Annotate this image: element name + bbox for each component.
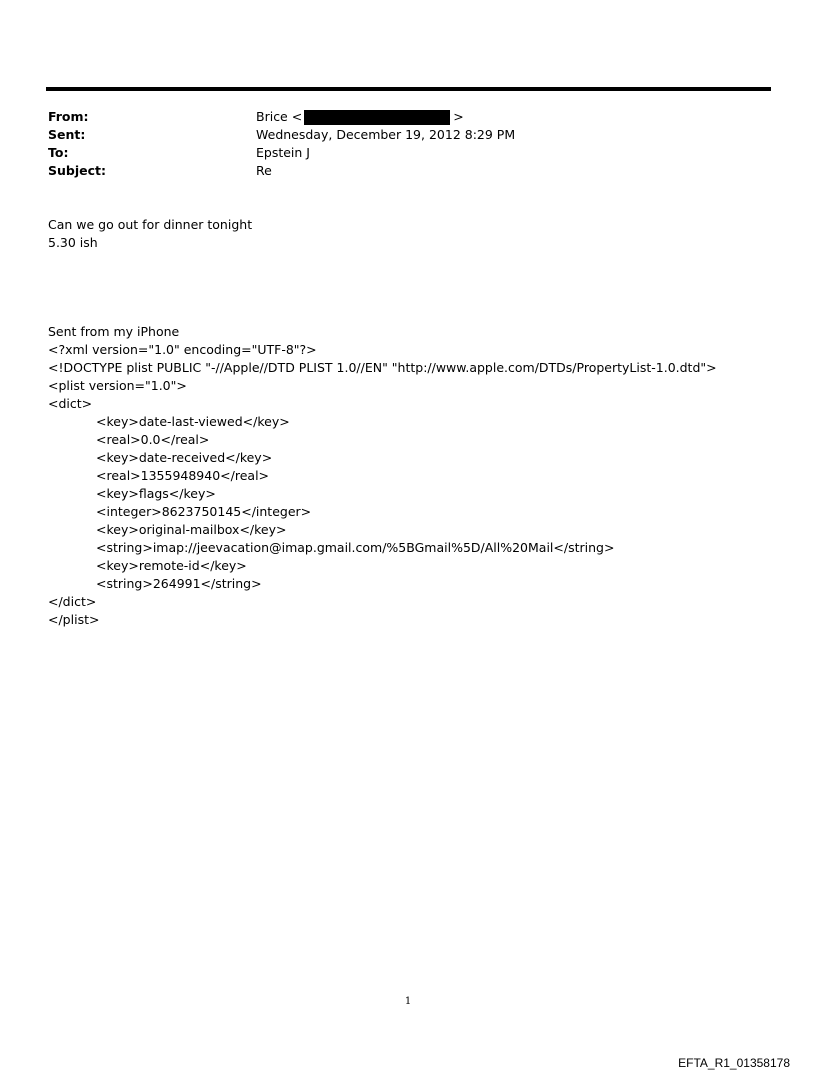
from-row xyxy=(48,108,768,126)
plist-entry: <string>imap://jeevacation@imap.gmail.com/%5BGmail%5D/All%20Mail</string> xyxy=(96,540,615,555)
plist-entry: <key>flags</key> xyxy=(96,486,216,501)
plist-close-tag: </plist> xyxy=(48,612,100,627)
plist-entry: <string>264991</string> xyxy=(96,576,262,591)
from-label: From: xyxy=(48,109,89,124)
document-id: EFTA_R1_01358178 xyxy=(678,1056,790,1070)
subject-value: Re xyxy=(256,163,272,178)
plist-entry: <key>date-received</key> xyxy=(96,450,273,465)
plist-entry: <key>original-mailbox</key> xyxy=(96,522,287,537)
redaction-block xyxy=(304,110,450,125)
xml-declaration: <?xml version="1.0" encoding="UTF-8"?> xyxy=(48,342,317,357)
signature-line: Sent from my iPhone xyxy=(48,324,180,339)
from-value xyxy=(256,108,464,126)
dict-close-tag: </dict> xyxy=(48,594,97,609)
subject-label: Subject: xyxy=(48,163,106,178)
to-value: Epstein J xyxy=(256,145,310,160)
from-close-bracket: > xyxy=(453,109,464,124)
plist-entry: <real>0.0</real> xyxy=(96,432,210,447)
plist-entry: <key>remote-id</key> xyxy=(96,558,247,573)
message-body xyxy=(48,216,252,252)
sent-label: Sent: xyxy=(48,127,86,142)
to-row xyxy=(48,144,768,162)
signature-and-plist xyxy=(48,323,788,629)
doctype-line: <!DOCTYPE plist PUBLIC "-//Apple//DTD PLIST 1.0//EN" "http://www.apple.com/DTDs/PropertyList-1.0.dtd"> xyxy=(48,360,717,375)
plist-entry: <key>date-last-viewed</key> xyxy=(96,414,290,429)
plist-entry: <real>1355948940</real> xyxy=(96,468,270,483)
plist-entry: <integer>8623750145</integer> xyxy=(96,504,312,519)
dict-open-tag: <dict> xyxy=(48,396,93,411)
sent-row xyxy=(48,126,768,144)
header-divider xyxy=(46,87,771,91)
body-line: 5.30 ish xyxy=(48,235,98,250)
to-label: To: xyxy=(48,145,69,160)
subject-row xyxy=(48,162,768,180)
body-line: Can we go out for dinner tonight xyxy=(48,217,253,232)
from-name: Brice < xyxy=(256,109,303,124)
email-header xyxy=(48,108,768,180)
sent-value: Wednesday, December 19, 2012 8:29 PM xyxy=(256,127,516,142)
plist-open-tag: <plist version="1.0"> xyxy=(48,378,187,393)
page-number: 1 xyxy=(404,996,412,1007)
